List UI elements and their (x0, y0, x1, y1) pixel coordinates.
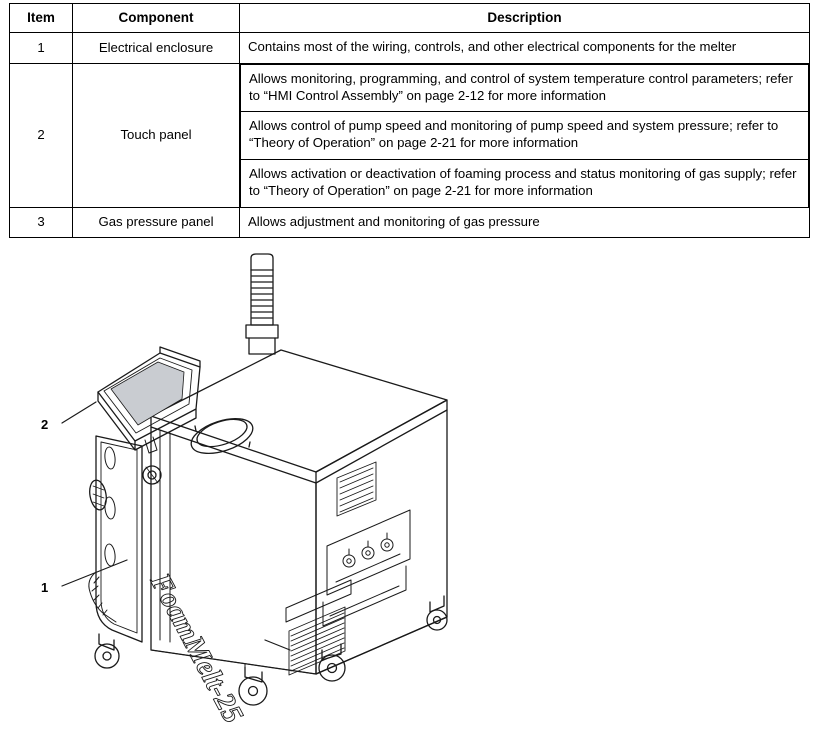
cell-description: Contains most of the wiring, controls, and other electrical components for the melter (240, 33, 810, 64)
melter-illustration (0, 250, 818, 729)
cell-description: Allows activation or deactivation of foaming process and status monitoring of gas supply; refer to “Theory of Operation” on page 2-21 for more information (241, 159, 809, 206)
column-header-item: Item (10, 4, 73, 33)
cell-description-group (240, 63, 810, 207)
cell-description: Allows control of pump speed and monitoring of pump speed and system pressure; refer to “Theory of Operation” on page 2-21 for more information (241, 112, 809, 160)
product-name-decal (143, 567, 249, 728)
melter-drawing-svg (0, 250, 818, 729)
table-row (10, 33, 810, 64)
description-subrow (241, 159, 809, 206)
svg-text:FoamMelt-25: FoamMelt-25 (143, 568, 250, 729)
description-subrow (241, 112, 809, 160)
enclosure-louvers (104, 447, 116, 567)
exhaust-stack (246, 254, 278, 354)
callout-label-1: 1 (41, 580, 49, 595)
column-header-component: Component (73, 4, 240, 33)
cell-description: Allows monitoring, programming, and control of system temperature control parameters; refer to “HMI Control Assembly” on page 2-12 for more information (241, 64, 809, 112)
components-table (9, 3, 810, 238)
vent-grille (337, 462, 376, 516)
tank-lid (187, 412, 257, 460)
flexible-conduit (89, 572, 116, 622)
table-header-row (10, 4, 810, 33)
caster-front-left (95, 634, 119, 668)
lower-strip (286, 580, 351, 622)
cell-component-name: Gas pressure panel (73, 207, 240, 238)
table-row (10, 63, 810, 207)
cell-item-number: 3 (10, 207, 73, 238)
description-sublist (240, 64, 809, 207)
side-fitting (143, 466, 161, 484)
callout-label-2: 2 (41, 417, 49, 432)
caster-front-right (239, 667, 267, 705)
components-table-container (9, 3, 809, 238)
callout-leader-lines (62, 402, 127, 586)
brand-logo (88, 479, 109, 511)
column-header-description: Description (240, 4, 810, 33)
cell-component-name: Electrical enclosure (73, 33, 240, 64)
cell-description: Allows adjustment and monitoring of gas pressure (240, 207, 810, 238)
cell-item-number: 2 (10, 63, 73, 207)
cell-item-number: 1 (10, 33, 73, 64)
cell-component-name: Touch panel (73, 63, 240, 207)
gas-pressure-panel (327, 510, 410, 595)
electrical-enclosure-door (96, 436, 142, 642)
description-subrow (241, 64, 809, 112)
table-row (10, 207, 810, 238)
